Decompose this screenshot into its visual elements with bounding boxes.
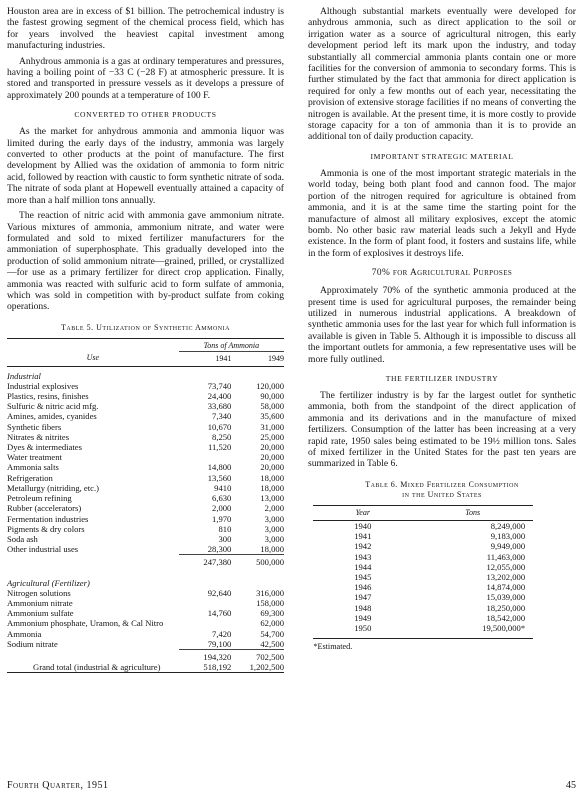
value-1949-cell: 18,000 (260, 482, 284, 493)
industrial-section-label: Industrial (7, 370, 41, 381)
table-row (313, 521, 533, 532)
table-row (7, 452, 284, 462)
table-row (7, 381, 284, 391)
section-row (7, 574, 284, 588)
use-cell: Industrial explosives (7, 380, 79, 391)
value-1941-cell: 92,640 (207, 587, 232, 598)
value-1941-cell: 13,560 (207, 472, 232, 483)
value-1949-cell: 58,000 (260, 401, 284, 412)
value-1949-cell: 18,000 (260, 472, 284, 483)
value-1949-cell: 3,000 (264, 523, 284, 534)
table-6 (313, 505, 533, 633)
use-cell: Nitrogen solutions (7, 587, 71, 598)
use-cell: Other industrial uses (7, 544, 79, 555)
value-1949-cell: 31,000 (260, 421, 284, 432)
table-row (7, 608, 284, 618)
year-1949-header: 1949 (268, 353, 284, 363)
year-cell: 1944 (354, 561, 372, 572)
year-cell: 1949 (354, 612, 372, 623)
section-heading-text: 70% for Agricultural Purposes (371, 268, 513, 279)
table-row (313, 582, 533, 592)
table-row (7, 662, 284, 673)
use-cell: Sodium nitrate (7, 638, 58, 649)
value-1941-cell: 810 (218, 523, 232, 534)
table-row (7, 473, 284, 483)
value-1941-cell: 24,400 (207, 391, 232, 402)
table-row (313, 572, 533, 582)
tons-cell: 11,463,000 (486, 551, 526, 562)
value-1941-cell (179, 598, 232, 608)
table-row (313, 592, 533, 602)
value-1949-cell: 54,700 (260, 628, 284, 639)
use-header: Use (86, 353, 100, 363)
table-row (7, 544, 284, 555)
table-row (7, 483, 284, 493)
use-cell: Dyes & intermediates (7, 442, 82, 453)
use-cell (7, 555, 179, 568)
value-1949-cell: 20,000 (260, 452, 284, 463)
footnote: *Estimated. (313, 638, 533, 651)
grand-total-label: Grand total (industrial & agriculture) (33, 662, 161, 673)
value-1941-cell: 28,300 (207, 544, 232, 555)
value-1941-cell: 14,760 (207, 608, 232, 619)
agricultural-section-label: Agricultural (Fertilizer) (7, 577, 90, 588)
value-1949-cell: 120,000 (256, 380, 284, 391)
use-cell: Sulfuric & nitric acid mfg. (7, 401, 99, 412)
tons-cell: 19,500,000* (482, 623, 526, 634)
subtotal-1941-cell: 247,380 (179, 555, 232, 568)
page-number: 45 (566, 780, 576, 791)
table-row (7, 422, 284, 432)
table-row (7, 649, 284, 662)
use-cell: Petroleum refining (7, 493, 72, 504)
value-1949-cell: 35,600 (260, 411, 284, 422)
table-row (7, 629, 284, 639)
value-1941-cell: 11,520 (208, 442, 232, 453)
table-row (313, 562, 533, 572)
table-6-caption-line: in the United States (402, 489, 482, 499)
year-cell: 1942 (354, 541, 372, 552)
paragraph: Ammonia is one of the most important strategic materials in the world today, being both plant food and cannon food. The major portion of the nitrogen required for agriculture is obtained from ammonia, and it is at the same time the starting point for the manufacture of almost all military explosives, except the atomic bomb. No other basic raw material leads such a Jekyll and Hyde existence. In the form of plant food, it fosters and sustains life, while in the form of explosives it destroys life. (308, 167, 576, 259)
tons-cell: 18,542,000 (486, 612, 526, 623)
subtotal-1949-cell: 500,000 (231, 555, 284, 568)
value-1941-cell: 9410 (214, 482, 232, 493)
table-row (7, 503, 284, 513)
table-row (313, 541, 533, 551)
value-1949-cell: 20,000 (260, 442, 284, 453)
table-row (313, 603, 533, 613)
table-row (7, 442, 284, 452)
table-row (7, 401, 284, 411)
paragraph: Houston area are in excess of $1 billion. The petrochemical industry is the fastest growing segment of the chemical process field, which has for years involved the heaviest capital investment among manufacturing industries. (7, 6, 284, 52)
use-cell: Fermentation industries (7, 513, 89, 524)
table-row (7, 493, 284, 503)
value-1949-cell: 42,500 (260, 638, 284, 649)
paragraph: The reaction of nitric acid with ammonia gave ammonium nitrate. Various mixtures of ammonia, ammonium nitrate, and water were formulated and sold to mixed fertilizer manufacturers for the ammoniation of superphosphate. This gradually developed into the production of solid ammonium nitrate—grained, prilled, or crystallized—for use as a primary fertilizer for direct crop application. Finally, ammonia was reacted with sulfuric acid to form sulfate of ammonia, which was sold in competition with by-product sulfate from coking operations. (7, 210, 284, 313)
table-6-caption-line: Table 6. Mixed Fertilizer Consumption (365, 479, 519, 489)
year-cell: 1945 (354, 572, 372, 583)
table-row (313, 531, 533, 541)
section-heading: IMPORTANT STRATEGIC MATERIAL (370, 151, 514, 161)
use-cell: Plastics, resins, finishes (7, 391, 89, 402)
year-1941-header: 1941 (215, 353, 232, 363)
paragraph: Although substantial markets eventually were developed for anhydrous ammonia, such as direct application to the soil or irrigation water as a source of agricultural nitrogen, this early development period left its mark upon the industry, and today substantially all commercial ammonia plants contain one or more facilities for the conversion of ammonia to secondary forms. This is further stimulated by the fact that ammonia for direct application is required for only a few months out of each year, necessitating the provision of extensive storage facilities if no means of converting the nitrogen is available. At the present time, it is more costly to provide storage capacity for a ton of ammonia than it is to provide an additional ton of daily production capacity. (308, 6, 576, 143)
value-1941-cell: 79,100 (207, 638, 232, 649)
tons-cell: 14,874,000 (486, 582, 526, 593)
subtotal-1949-cell: 702,500 (231, 649, 284, 662)
use-cell: Refrigeration (7, 472, 53, 483)
value-1941-cell: 6,630 (212, 493, 232, 504)
use-cell (7, 649, 179, 662)
table-5-body (7, 366, 284, 673)
section-heading: CONVERTED TO OTHER PRODUCTS (74, 110, 217, 120)
table-row (7, 639, 284, 650)
issue-label: Fourth Quarter, 1951 (7, 780, 109, 791)
value-1941-cell: 7,340 (212, 411, 232, 422)
value-1941-cell: 1,970 (212, 513, 232, 524)
table-row (7, 534, 284, 544)
use-cell: Synthetic fibers (7, 421, 62, 432)
value-1949-cell: 2,000 (264, 503, 284, 514)
year-cell: 1950 (354, 623, 372, 634)
value-1949-cell: 69,300 (260, 608, 284, 619)
year-cell: 1947 (354, 592, 372, 603)
value-1949-cell: 18,000 (260, 544, 284, 555)
value-1949-cell: 158,000 (256, 597, 284, 608)
table-row (313, 623, 533, 633)
value-1941-cell: 73,740 (207, 380, 232, 391)
value-1941-cell (179, 452, 232, 462)
year-header: Year (355, 507, 370, 517)
paragraph: The fertilizer industry is by far the largest outlet for synthetic ammonia, both from the standpoint of the direct application of ammonia and its derivations and in the manufacture of mixed fertilizers. Consumption of the latter has been increasing at a very rapid rate, 1950 sales being estimated to be 19½ million tons. Sales of mixed fertilizer in the United States for the past ten years are summarized in Table 6. (308, 389, 576, 470)
table-row (7, 588, 284, 598)
use-cell: Ammonium nitrate (7, 597, 73, 608)
table-5 (7, 338, 284, 674)
table-row (7, 462, 284, 472)
value-1949-cell: 3,000 (264, 513, 284, 524)
table-row (7, 598, 284, 608)
value-1941-cell (179, 618, 232, 628)
grand-total-1949-cell: 1,202,500 (249, 662, 284, 673)
tons-of-ammonia-header: Tons of Ammonia (179, 338, 284, 351)
value-1941-cell: 2,000 (212, 503, 232, 514)
use-cell: Soda ash (7, 533, 38, 544)
year-cell: 1941 (354, 531, 372, 542)
table-row (313, 552, 533, 562)
value-1941-cell: 10,670 (207, 421, 232, 432)
table-row (7, 524, 284, 534)
value-1941-cell: 7,420 (212, 628, 232, 639)
year-cell: 1940 (354, 521, 372, 532)
use-cell: Pigments & dry colors (7, 523, 85, 534)
left-column (7, 6, 284, 673)
section-heading (308, 268, 576, 278)
paragraph: Approximately 70% of the synthetic ammonia produced at the present time is used for agricultural purposes, the remainder being utilized in numerous industrial applications. A breakdown of synthetic ammonia uses for the last year for which full information is available is given in Table 5. Although it is impossible to discuss all the important outlets for ammonia, a few representative uses will be more fully outlined. (308, 285, 576, 365)
value-1941-cell: 33,680 (207, 401, 232, 412)
use-cell: Ammonium phosphate, Uramon, & Cal Nitro (7, 618, 164, 629)
grand-total-1941-cell: 518,192 (203, 662, 232, 673)
use-cell: Metallurgy (nitriding, etc.) (7, 482, 99, 493)
value-1949-cell: 13,000 (260, 493, 284, 504)
table-row (7, 411, 284, 421)
tons-cell: 13,202,000 (486, 572, 526, 583)
tons-cell: 12,055,000 (486, 561, 526, 572)
value-1949-cell: 20,000 (260, 462, 284, 473)
tons-cell: 9,949,000 (490, 541, 526, 552)
subtotal-1941-cell: 194,320 (179, 649, 232, 662)
paragraph: Anhydrous ammonia is a gas at ordinary temperatures and pressures, having a boiling point of −33 C (−28 F) at atmospheric pressure. It is stored and transported in pressure vessels as it develops a pressure of approximately 200 pounds at a temperature of 100 F. (7, 55, 284, 101)
value-1949-cell: 316,000 (256, 587, 284, 598)
section-heading: THE FERTILIZER INDUSTRY (385, 373, 499, 383)
right-column (308, 6, 576, 651)
year-cell: 1946 (354, 582, 372, 593)
table-row (7, 618, 284, 628)
use-cell: Water treatment (7, 452, 62, 463)
tons-cell: 8,249,000 (490, 521, 526, 532)
tons-cell: 9,183,000 (490, 531, 526, 542)
use-cell: Amines, amides, cyanides (7, 411, 97, 422)
value-1949-cell: 62,000 (260, 618, 284, 629)
use-cell: Ammonium sulfate (7, 608, 74, 619)
table-row (7, 391, 284, 401)
use-cell: Ammonia (7, 628, 42, 639)
tons-cell: 18,250,000 (486, 602, 526, 613)
tons-header: Tons (465, 507, 481, 517)
table-5-caption (7, 323, 284, 333)
value-1941-cell: 8,250 (212, 431, 232, 442)
paragraph: As the market for anhydrous ammonia and ammonia liquor was limited during the early days of the industry, ammonia was largely converted to other products at the point of manufacture. The first development by Allied was the oxidation of ammonia to form nitric acid, followed by reaction with caustic to form synthetic nitrate of soda. The nitrate of soda plant at Hopewell eventually attained a capacity of more than a half million tons annually. (7, 126, 284, 206)
value-1949-cell: 25,000 (260, 431, 284, 442)
table-5-caption-text: Table 5. Utilization of Synthetic Ammonia (61, 322, 230, 332)
page-footer (7, 780, 576, 791)
use-cell: Ammonia salts (7, 462, 59, 473)
year-cell: 1943 (354, 551, 372, 562)
table-row (7, 432, 284, 442)
table-6-caption (308, 480, 576, 500)
use-cell: Nitrates & nitrites (7, 431, 70, 442)
table-row (7, 555, 284, 568)
value-1941-cell: 300 (218, 533, 232, 544)
value-1941-cell: 14,800 (207, 462, 232, 473)
table-row (313, 613, 533, 623)
table-row (7, 514, 284, 524)
tons-cell: 15,039,000 (486, 592, 526, 603)
value-1949-cell: 3,000 (264, 533, 284, 544)
year-cell: 1948 (354, 602, 372, 613)
value-1949-cell: 90,000 (260, 391, 284, 402)
table-6-body (313, 521, 533, 634)
use-cell: Rubber (accelerators) (7, 503, 82, 514)
